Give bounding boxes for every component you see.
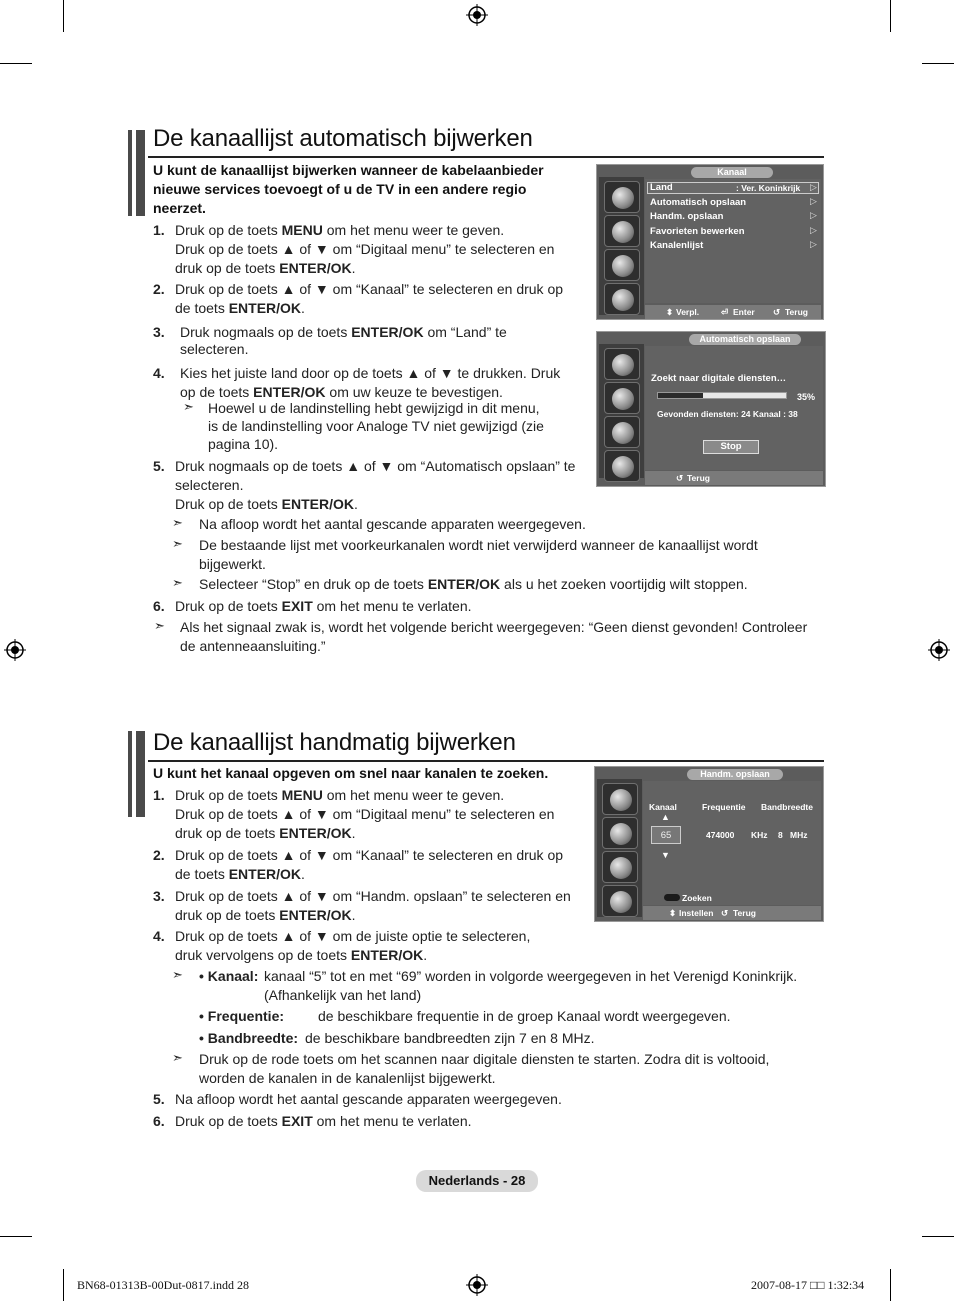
return-icon: ↺ [721,908,729,918]
note-arrow-icon: ➣ [154,618,165,633]
sound-icon [604,215,640,247]
red-button-icon [664,894,680,901]
step-number: 4. [153,928,165,944]
step-text: de toets ENTER/OK. [175,300,305,316]
section-rule [148,156,824,158]
section-accent-bar [136,130,145,216]
note-text: Druk op de rode toets om het scannen naar digitale diensten te starten. Zodra dit is voltooid, [199,1051,770,1067]
note-arrow-icon: ➣ [172,515,183,530]
section-title: De kanaallijst handmatig bijwerken [153,729,516,756]
section-intro: U kunt het kanaal opgeven om snel naar kanalen te zoeken. [153,765,549,781]
bullet-label: • Bandbreedte: [199,1030,299,1046]
step-number: 1. [153,787,165,803]
step-text: druk op de toets ENTER/OK. [175,907,356,923]
step-text: druk op de toets ENTER/OK. [175,825,356,841]
bandwidth-value: 8 [778,830,783,840]
channel-value: 65 [660,830,672,841]
osd-footer: ⬍ Instellen ↺ Terug [643,906,821,920]
enter-icon: ⏎ [721,307,729,317]
sound-icon [602,817,638,849]
return-icon: ↺ [773,307,781,317]
zoeken-label[interactable]: Zoeken [682,893,712,903]
step-text: Druk op de toets MENU om het menu weer te geven. [175,787,505,803]
column-frequentie: Frequentie [702,802,746,812]
note-text: bijgewerkt. [199,556,266,572]
stop-button-label: Stop [720,441,742,452]
step-text: de toets ENTER/OK. [175,866,305,882]
move-icon: ⬍ [669,908,677,918]
progress-bar-fill [658,393,703,398]
note-arrow-icon: ➣ [172,967,183,982]
step-text: Druk op de toets ▲ of ▼ om “Digitaal menu” te selecteren en [175,806,555,822]
bullet-label: • Frequentie: [199,1008,285,1024]
note-arrow-icon: ➣ [183,399,194,414]
progress-percent: 35% [797,392,816,402]
step-number: 2. [153,281,165,297]
menu-item-value: : Ver. Koninkrijk [736,183,801,193]
settings-icon [604,416,640,448]
return-icon: ↺ [676,473,684,483]
arrow-down-icon[interactable]: ▼ [661,850,670,860]
frequency-unit: KHz [751,830,768,840]
section-accent-bar [136,731,145,817]
slug-file: BN68-01313B-00Dut-0817.indd 28 [77,1278,249,1292]
note-text: Selecteer “Stop” en druk op de toets ENTER/OK als u het zoeken voortijdig wilt stoppen. [199,576,748,592]
sound-icon [604,382,640,414]
note-text: Na afloop wordt het aantal gescande apparaten weergegeven. [199,516,586,532]
section-title: De kanaallijst automatisch bijwerken [153,125,533,152]
registration-mark-icon [466,4,488,26]
picture-icon [604,348,640,380]
note-arrow-icon: ➣ [172,1050,183,1065]
tv-screen-kanaal-menu [596,164,824,320]
step-number: 6. [153,598,165,614]
step-number: 5. [153,458,165,474]
step-text: selecteren. [180,341,249,357]
bullet-text: de beschikbare bandbreedten zijn 7 en 8 MHz. [305,1030,595,1046]
chevron-right-icon: ▷ [810,210,817,220]
step-text: Druk op de toets MENU om het menu weer te geven. [175,222,505,238]
menu-tab-title: Kanaal [691,167,773,178]
bullet-text: kanaal “5” tot en met “69” worden in volgorde weergegeven in het Verenigd Koninkrijk. [264,968,798,984]
registration-mark-icon [4,639,26,661]
note-text: is de landinstelling voor Analoge TV niet gewijzigd (zie [208,418,544,434]
section-accent-bar [128,130,132,216]
step-number: 3. [153,888,165,904]
channel-icon [604,450,640,482]
step-text: Kies het juiste land door op de toets ▲ of ▼ te drukken. Druk [180,365,561,381]
found-services-text: Gevonden diensten: 24 Kanaal : 38 [657,409,798,419]
section-accent-bar [128,731,132,817]
note-text: pagina 10). [208,436,279,452]
step-text: Druk op de toets ▲ of ▼ om “Kanaal” te selecteren en druk op [175,281,564,297]
progress-bar [657,392,787,399]
step-text: Druk op de toets EXIT om het menu te verlaten. [175,1113,472,1129]
registration-mark-icon [466,1274,488,1296]
bullet-text: de beschikbare frequentie in de groep Kanaal wordt weergegeven. [318,1008,731,1024]
tv-screen-handm-opslaan [594,766,824,922]
arrow-up-icon[interactable]: ▲ [661,812,670,822]
tv-screen-automatisch-opslaan [596,331,826,487]
bullet-text: (Afhankelijk van het land) [264,987,422,1003]
chevron-right-icon: ▷ [810,182,817,192]
registration-mark-icon [928,639,950,661]
step-number: 4. [153,365,165,381]
picture-icon [602,783,638,815]
menu-tab-title: Automatisch opslaan [689,334,801,345]
settings-icon [604,249,640,281]
step-text: druk op de toets ENTER/OK. [175,260,356,276]
step-text: Druk nogmaals op de toets ENTER/OK om “Land” te [180,324,507,340]
step-text: Druk op de toets ▲ of ▼ om de juiste optie te selecteren, [175,928,531,944]
note-arrow-icon: ➣ [172,536,183,551]
step-number: 6. [153,1113,165,1129]
chevron-right-icon: ▷ [810,239,817,249]
section-intro: U kunt de kanaallijst bijwerken wanneer de kabelaanbieder nieuwe services toevoegt of u de TV in een andere regio neerzet. [153,162,544,216]
column-bandbreedte: Bandbreedte [761,802,813,812]
step-number: 2. [153,847,165,863]
move-icon: ⬍ [666,307,674,317]
slug-date: 2007-08-17 □□ 1:32:34 [751,1278,865,1292]
menu-item-handm-opslaan[interactable]: Handm. opslaan [650,211,724,222]
step-text: Druk nogmaals op de toets ▲ of ▼ om “Automatisch opslaan” te [175,458,576,474]
picture-icon [604,181,640,213]
settings-icon [602,851,638,883]
search-status-text: Zoekt naar digitale diensten… [651,373,787,384]
step-text: Druk op de toets EXIT om het menu te verlaten. [175,598,472,614]
note-arrow-icon: ➣ [172,575,183,590]
chevron-right-icon: ▷ [810,225,817,235]
note-text: De bestaande lijst met voorkeurkanalen wordt niet verwijderd wanneer de kanaallijst wordt [199,537,758,553]
step-text: Druk op de toets ▲ of ▼ om “Kanaal” te selecteren en druk op [175,847,564,863]
menu-item-favorieten[interactable]: Favorieten bewerken [650,226,745,237]
osd-footer: ↺ Terug [645,471,823,485]
step-number: 3. [153,324,165,340]
step-number: 5. [153,1091,165,1107]
note-text: Hoewel u de landinstelling hebt gewijzigd in dit menu, [208,400,540,416]
note-text: worden de kanalen in de kanalenlijst bijgewerkt. [199,1070,496,1086]
column-kanaal: Kanaal [649,802,677,812]
chevron-right-icon: ▷ [810,196,817,206]
step-text: op de toets ENTER/OK om uw keuze te bevestigen. [180,384,503,400]
note-text: Als het signaal zwak is, wordt het volgende bericht weergegeven: “Geen dienst gevonden! Controleer [180,619,808,635]
step-text: Druk op de toets ENTER/OK. [175,496,358,512]
step-text: druk vervolgens op de toets ENTER/OK. [175,947,428,963]
step-text: Druk op de toets ▲ of ▼ om “Handm. opslaan” te selecteren en [175,888,571,904]
bullet-label: • Kanaal: [199,968,259,984]
step-text: Druk op de toets ▲ of ▼ om “Digitaal menu” te selecteren en [175,241,555,257]
channel-icon [604,283,640,315]
osd-footer: ⬍ Verpl. ⏎ Enter ↺ Terug [645,305,821,319]
menu-tab-title: Handm. opslaan [687,769,783,780]
menu-item-automatisch-opslaan[interactable]: Automatisch opslaan [650,197,747,208]
menu-item-label: Land [650,182,673,193]
step-text: selecteren. [175,477,244,493]
section-rule [148,760,824,762]
note-text: de antenneaansluiting.” [180,638,326,654]
menu-item-kanalenlijst[interactable]: Kanalenlijst [650,240,704,251]
step-text: Na afloop wordt het aantal gescande apparaten weergegeven. [175,1091,562,1107]
bandwidth-unit: MHz [790,830,808,840]
channel-icon [602,885,638,917]
step-number: 1. [153,222,165,238]
frequency-value: 474000 [706,830,735,840]
page-label: Nederlands - 28 [416,1170,538,1192]
